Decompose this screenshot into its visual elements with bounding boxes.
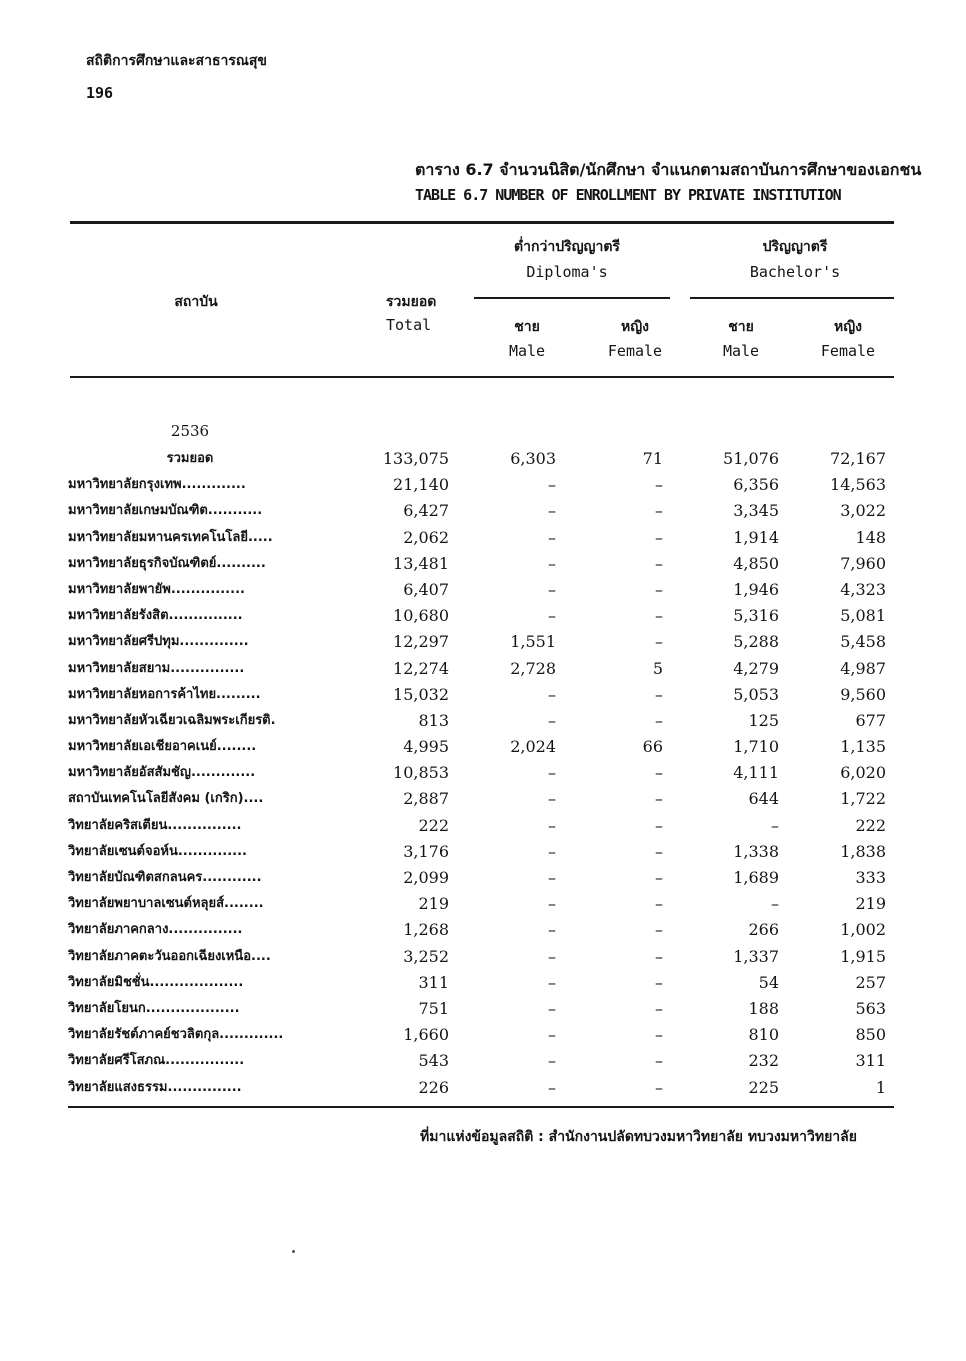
bachelor-female-cell: 6,020	[840, 763, 886, 783]
diploma-male-cell: –	[548, 475, 556, 495]
total-cell: 1,268	[403, 920, 449, 940]
diploma-female-cell: –	[655, 1025, 663, 1045]
total-cell: 2,099	[403, 868, 449, 887]
bachelor-group-rule	[690, 297, 894, 299]
table-row	[0, 682, 966, 708]
bachelor-female-cell: 9,560	[840, 684, 886, 704]
diploma-header-thai: ต่ำกว่าปริญญาตรี	[514, 239, 620, 255]
total-cell: 2,062	[403, 527, 449, 547]
total-cell: 12,274	[393, 658, 449, 678]
diploma-male-cell: –	[548, 579, 556, 599]
stray-dot	[292, 1250, 295, 1253]
institution-name: วิทยาลัยพยาบาลเซนต์หลุยส์........	[68, 896, 264, 912]
table-row	[0, 891, 966, 917]
bachelor-female-cell: 850	[855, 1025, 886, 1045]
bachelor-female-cell: 5,081	[840, 606, 886, 626]
diploma-male-cell: –	[548, 1077, 556, 1097]
table-row	[0, 917, 966, 943]
diploma-female-header-english: Female	[607, 342, 663, 360]
table-row	[0, 944, 966, 970]
diploma-male-cell: –	[548, 972, 556, 992]
bachelor-female-cell: 563	[855, 998, 886, 1018]
bachelor-male-cell: 810	[748, 1025, 779, 1045]
table-body	[0, 446, 966, 1101]
total-cell: 751	[418, 998, 449, 1018]
diploma-female-cell: –	[655, 579, 663, 599]
diploma-female-cell: –	[655, 894, 663, 914]
total-row-bachelor-female: 72,167	[830, 449, 886, 468]
bachelor-female-cell: 14,563	[830, 475, 886, 495]
bachelor-male-cell: 1,914	[733, 527, 779, 547]
bachelor-female-cell: 148	[855, 527, 886, 547]
bachelor-male-cell: 5,053	[733, 684, 779, 704]
diploma-female-cell: –	[655, 527, 663, 547]
table-row	[0, 1022, 966, 1048]
diploma-male-cell: –	[548, 946, 556, 966]
diploma-group-rule	[474, 297, 670, 299]
diploma-header-english: Diploma's	[526, 263, 608, 281]
bachelor-male-cell: 1,710	[733, 737, 779, 757]
total-row-total: 133,075	[382, 449, 449, 468]
bachelor-female-cell: 1,915	[840, 946, 886, 966]
institution-name: มหาวิทยาลัยมหานครเทคโนโลยี.....	[68, 529, 273, 545]
table-bottom-rule	[68, 1106, 894, 1108]
total-cell: 10,680	[393, 606, 449, 626]
table-row	[0, 629, 966, 655]
bachelor-female-cell: 4,323	[840, 579, 886, 599]
book-title-header: สถิติการศึกษาและสาธารณสุข	[86, 53, 267, 69]
diploma-male-cell: –	[548, 606, 556, 626]
bachelor-male-cell: –	[771, 894, 779, 914]
diploma-male-cell: –	[548, 815, 556, 835]
table-row	[0, 760, 966, 786]
diploma-female-cell: –	[655, 553, 663, 573]
table-row	[0, 970, 966, 996]
table-title-thai: ตาราง 6.7 จำนวนนิสิต/นักศึกษา จำแนกตามสถาบันการศึกษาของเอกชน	[415, 160, 922, 179]
bachelor-female-cell: 333	[855, 868, 886, 887]
total-cell: 6,427	[403, 501, 449, 521]
total-row	[0, 446, 966, 472]
diploma-female-cell: –	[655, 789, 663, 809]
total-header-english: Total	[386, 316, 432, 334]
total-cell: 311	[418, 972, 449, 992]
total-cell: 6,407	[403, 579, 449, 599]
bachelor-male-cell: –	[771, 815, 779, 835]
diploma-male-header-thai: ชาย	[514, 319, 540, 335]
bachelor-female-cell: 5,458	[840, 632, 886, 652]
table-row	[0, 1075, 966, 1101]
total-row-label: รวมยอด	[166, 451, 214, 466]
table-row	[0, 551, 966, 577]
diploma-female-cell: –	[655, 763, 663, 783]
institution-name: มหาวิทยาลัยเกษมบัณฑิต...........	[68, 503, 263, 519]
table-row	[0, 656, 966, 682]
diploma-male-cell: –	[548, 1051, 556, 1071]
diploma-male-cell: 2,728	[510, 658, 556, 678]
diploma-female-cell: –	[655, 710, 663, 730]
bachelor-male-cell: 1,338	[733, 841, 779, 861]
institution-name: วิทยาลัยคริสเตียน...............	[68, 817, 242, 833]
table-row	[0, 996, 966, 1022]
bachelor-male-cell: 4,279	[733, 658, 779, 678]
total-row-bachelor-male: 51,076	[723, 449, 779, 468]
bachelor-female-cell: 1,838	[840, 841, 886, 861]
diploma-male-cell: –	[548, 763, 556, 783]
institution-name: มหาวิทยาลัยกรุงเทพ.............	[68, 477, 246, 493]
bachelor-male-cell: 125	[748, 710, 779, 730]
institution-name: มหาวิทยาลัยหอการค้าไทย.........	[68, 686, 261, 702]
diploma-female-cell: –	[655, 920, 663, 940]
total-cell: 10,853	[393, 763, 449, 783]
diploma-male-cell: –	[548, 501, 556, 521]
diploma-female-header-thai: หญิง	[621, 319, 649, 335]
bachelor-female-cell: 3,022	[840, 501, 886, 521]
total-cell: 21,140	[393, 475, 449, 495]
total-cell: 3,252	[403, 946, 449, 966]
bachelor-female-cell: 311	[855, 1051, 886, 1071]
bachelor-female-cell: 222	[855, 815, 886, 835]
bachelor-male-header-english: Male	[722, 342, 760, 360]
table-row	[0, 708, 966, 734]
diploma-female-cell: –	[655, 501, 663, 521]
bachelor-male-cell: 1,946	[733, 579, 779, 599]
diploma-female-cell: –	[655, 946, 663, 966]
institution-name: สถาบันเทคโนโลยีสังคม (เกริก)....	[68, 791, 264, 807]
institution-name: วิทยาลัยบัณฑิตสกลนคร............	[68, 870, 262, 885]
diploma-male-cell: –	[548, 1025, 556, 1045]
bachelor-female-cell: 7,960	[840, 553, 886, 573]
table-row	[0, 472, 966, 498]
institution-name: มหาวิทยาลัยหัวเฉียวเฉลิมพระเกียรติ.	[68, 712, 276, 728]
table-row	[0, 1048, 966, 1074]
table-top-rule	[70, 221, 894, 224]
bachelor-female-cell: 257	[855, 972, 886, 992]
table-row	[0, 839, 966, 865]
total-cell: 222	[418, 815, 449, 835]
institution-name: มหาวิทยาลัยอัสสัมชัญ.............	[68, 765, 256, 781]
institution-name: มหาวิทยาลัยรังสิต...............	[68, 608, 243, 624]
total-cell: 543	[418, 1051, 449, 1071]
bachelor-male-cell: 1,689	[733, 868, 779, 887]
diploma-female-cell: –	[655, 475, 663, 495]
bachelor-male-cell: 644	[748, 789, 779, 809]
bachelor-female-cell: 1,722	[840, 789, 886, 809]
bachelor-male-cell: 3,345	[733, 501, 779, 521]
table-row	[0, 813, 966, 839]
diploma-female-cell: –	[655, 868, 663, 887]
bachelor-male-cell: 6,356	[733, 475, 779, 495]
bachelor-female-cell: 1,002	[840, 920, 886, 940]
bachelor-header-english: Bachelor's	[749, 263, 841, 281]
diploma-male-cell: –	[548, 920, 556, 940]
diploma-female-cell: –	[655, 815, 663, 835]
diploma-female-cell: –	[655, 1051, 663, 1071]
institution-name: วิทยาลัยเซนต์จอห์น..............	[68, 843, 247, 859]
institution-name: วิทยาลัยศรีโสภณ................	[68, 1053, 245, 1069]
bachelor-male-cell: 54	[758, 972, 779, 992]
diploma-female-cell: 66	[642, 737, 663, 757]
diploma-male-cell: –	[548, 894, 556, 914]
total-cell: 4,995	[403, 737, 449, 757]
bachelor-female-header-english: Female	[820, 342, 876, 360]
diploma-female-cell: –	[655, 998, 663, 1018]
institution-name: มหาวิทยาลัยธุรกิจบัณฑิตย์..........	[68, 555, 266, 571]
diploma-female-cell: –	[655, 606, 663, 626]
diploma-male-cell: –	[548, 998, 556, 1018]
total-row-diploma-female: 71	[642, 449, 663, 468]
bachelor-male-cell: 5,316	[733, 606, 779, 626]
bachelor-female-cell: 1,135	[840, 737, 886, 757]
diploma-male-cell: 1,551	[510, 632, 556, 652]
diploma-female-cell: 5	[652, 658, 663, 678]
total-cell: 12,297	[393, 632, 449, 652]
diploma-male-header-english: Male	[508, 342, 546, 360]
bachelor-female-cell: 219	[855, 894, 886, 914]
diploma-male-cell: 2,024	[510, 737, 556, 757]
bachelor-male-cell: 4,850	[733, 553, 779, 573]
table-row	[0, 603, 966, 629]
source-note: ที่มาแห่งข้อมูลสถิติ : สำนักงานปลัดทบวงมหาวิทยาลัย ทบวงมหาวิทยาลัย	[420, 1129, 857, 1145]
total-header-thai: รวมยอด	[386, 294, 437, 310]
diploma-female-cell: –	[655, 1077, 663, 1097]
bachelor-male-cell: 266	[748, 920, 779, 940]
total-cell: 3,176	[403, 841, 449, 861]
total-cell: 813	[418, 710, 449, 730]
bachelor-male-cell: 188	[748, 998, 779, 1018]
total-cell: 1,660	[403, 1025, 449, 1045]
table-row	[0, 786, 966, 812]
diploma-male-cell: –	[548, 789, 556, 809]
bachelor-male-header-thai: ชาย	[728, 319, 754, 335]
bachelor-female-cell: 1	[875, 1077, 886, 1097]
diploma-male-cell: –	[548, 684, 556, 704]
diploma-female-cell: –	[655, 972, 663, 992]
bachelor-male-cell: 232	[748, 1051, 779, 1071]
table-row	[0, 734, 966, 760]
institution-name: มหาวิทยาลัยศรีปทุม..............	[68, 634, 249, 650]
total-cell: 219	[418, 894, 449, 914]
bachelor-female-header-thai: หญิง	[834, 319, 862, 335]
page-number: 196	[86, 84, 114, 102]
institution-name: วิทยาลัยโยนก...................	[68, 1000, 240, 1016]
total-cell: 2,887	[403, 789, 449, 809]
total-cell: 226	[418, 1077, 449, 1097]
diploma-female-cell: –	[655, 841, 663, 861]
institution-name: วิทยาลัยภาคกลาง...............	[68, 922, 243, 938]
institution-header: สถาบัน	[174, 294, 218, 310]
table-row	[0, 525, 966, 551]
bachelor-male-cell: 5,288	[733, 632, 779, 652]
diploma-male-cell: –	[548, 710, 556, 730]
diploma-male-cell: –	[548, 553, 556, 573]
bachelor-male-cell: 4,111	[733, 763, 779, 783]
table-row	[0, 498, 966, 524]
header-bottom-rule	[70, 376, 894, 378]
bachelor-header-thai: ปริญญาตรี	[762, 239, 828, 255]
total-cell: 13,481	[393, 553, 449, 573]
institution-name: มหาวิทยาลัยเอเชียอาคเนย์........	[68, 739, 257, 755]
total-row-diploma-male: 6,303	[510, 449, 556, 468]
institution-name: วิทยาลัยรัชต์ภาคย์ชวลิตกุล.............	[68, 1027, 284, 1043]
table-row	[0, 577, 966, 603]
year-label: 2536	[170, 422, 210, 440]
institution-name: มหาวิทยาลัยพายัพ...............	[68, 581, 245, 597]
institution-name: มหาวิทยาลัยสยาม...............	[68, 660, 245, 676]
bachelor-female-cell: 677	[855, 710, 886, 730]
diploma-male-cell: –	[548, 527, 556, 547]
bachelor-female-cell: 4,987	[840, 658, 886, 678]
diploma-female-cell: –	[655, 684, 663, 704]
institution-name: วิทยาลัยมิชชั่น...................	[68, 974, 244, 990]
institution-name: วิทยาลัยภาคตะวันออกเฉียงเหนือ....	[68, 948, 271, 964]
bachelor-male-cell: 1,337	[733, 946, 779, 966]
table-title-english: TABLE 6.7 NUMBER OF ENROLLMENT BY PRIVATE INSTITUTION	[415, 186, 841, 204]
diploma-female-cell: –	[655, 632, 663, 652]
diploma-male-cell: –	[548, 868, 556, 887]
diploma-male-cell: –	[548, 841, 556, 861]
institution-name: วิทยาลัยแสงธรรม...............	[68, 1079, 242, 1095]
total-cell: 15,032	[393, 684, 449, 704]
bachelor-male-cell: 225	[748, 1077, 779, 1097]
table-row	[0, 865, 966, 891]
